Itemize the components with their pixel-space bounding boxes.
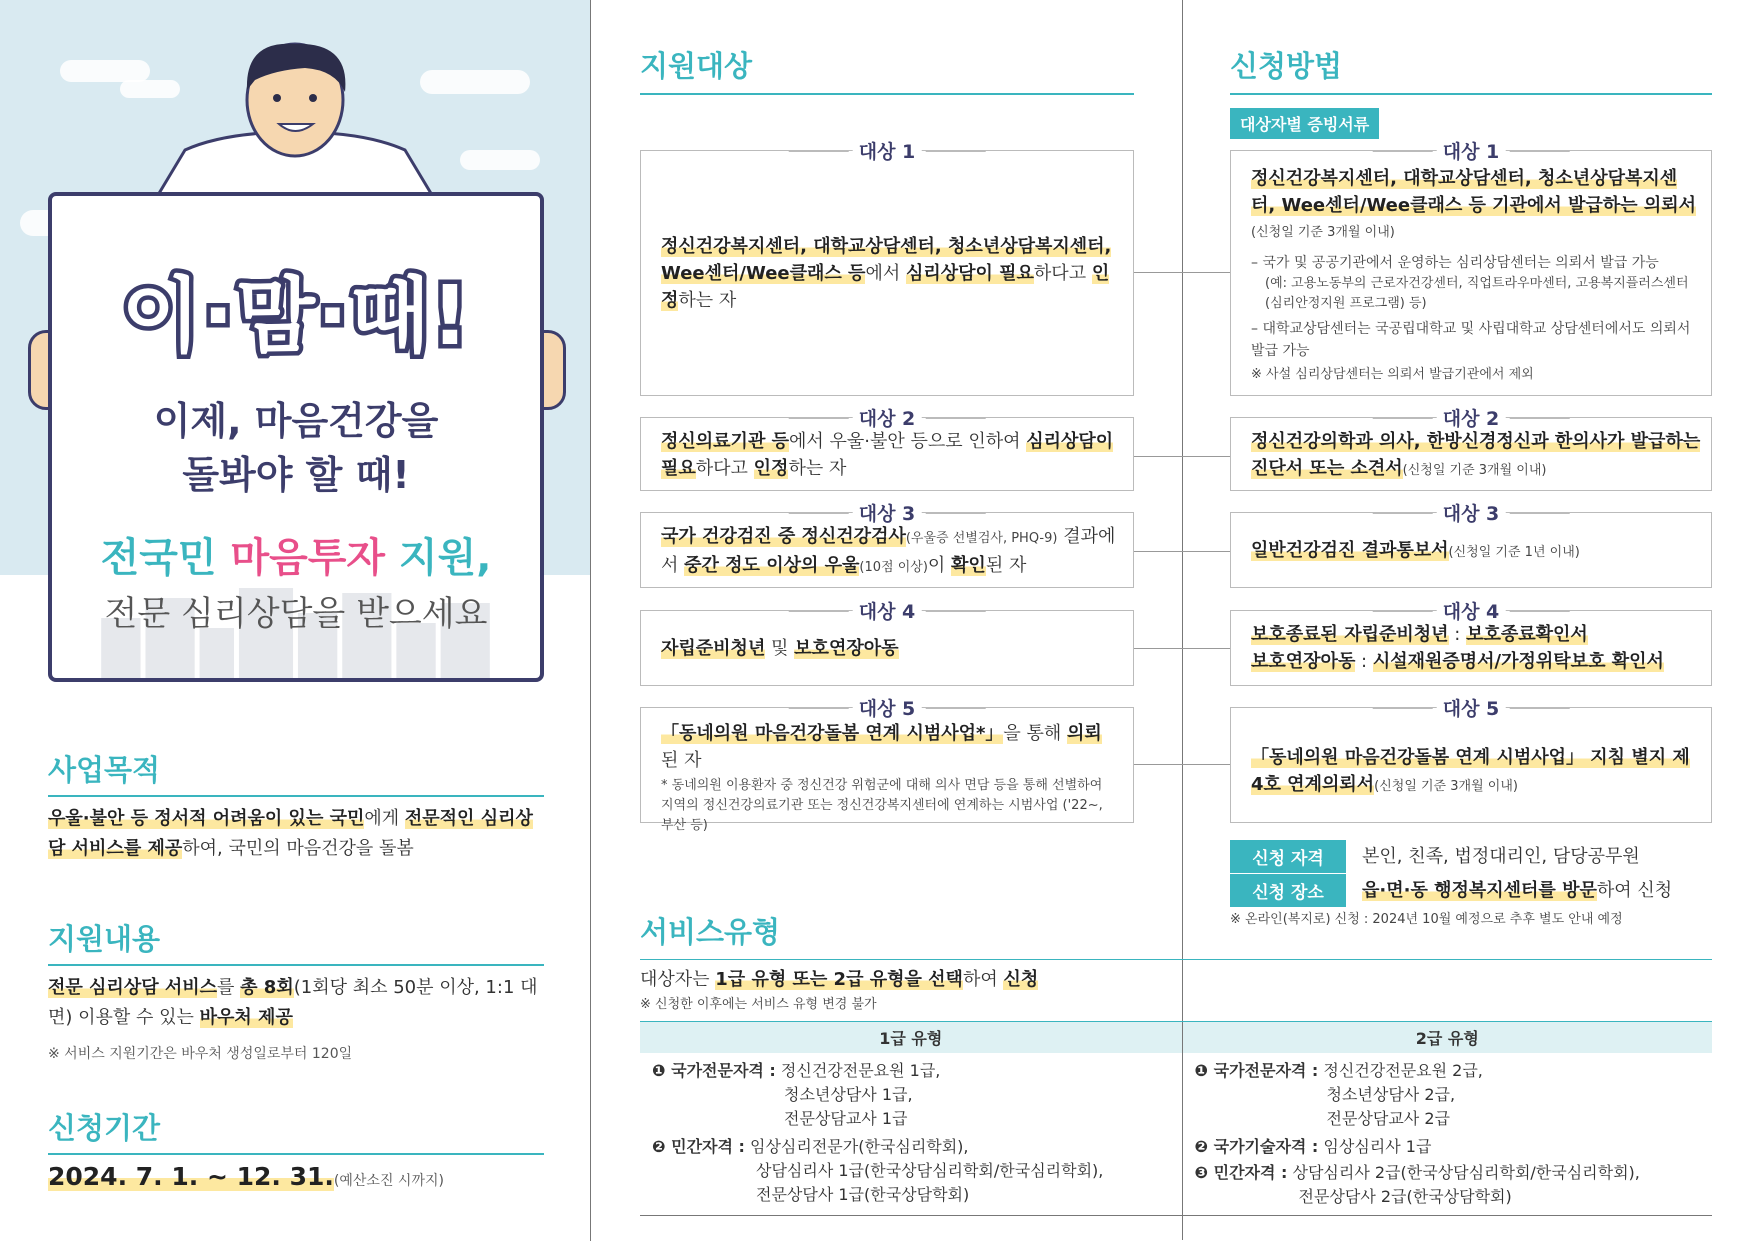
method-text-3: 일반건강검진 결과통보서(신청일 기준 1년 이내) xyxy=(1251,540,1580,561)
connector-2 xyxy=(1134,456,1230,457)
target-text-2: 정신의료기관 등에서 우울·불안 등으로 인하여 심리상담이 필요하다고 인정하는 자 xyxy=(661,431,1114,479)
person-illustration xyxy=(155,40,435,200)
sign-line-1: 이제, 마음건강을 돌봐야 할 때! xyxy=(153,399,439,497)
method-text-5: 「동네의원 마음건강돌봄 연계 시범사업」 지침 별지 제4호 연계의뢰서(신청일 기준 3개월 이내) xyxy=(1251,747,1690,795)
target-heading: 지원대상 xyxy=(640,44,1134,95)
col-header-grade2: 2급 유형 xyxy=(1182,1022,1712,1054)
content-note: ※ 서비스 지원기간은 바우처 생성일로부터 120일 xyxy=(48,1046,353,1062)
place-tag: 신청 장소 xyxy=(1230,874,1346,907)
method-box-5 xyxy=(1230,698,1712,823)
service-heading: 서비스유형 xyxy=(640,910,1712,960)
service-note: ※ 신청한 이후에는 서비스 유형 변경 불가 xyxy=(640,997,877,1012)
proof-docs-tag: 대상자별 증빙서류 xyxy=(1230,108,1379,139)
method-label-1: 대상 1 xyxy=(1437,137,1506,164)
connector-4 xyxy=(1134,648,1230,649)
method-box-4 xyxy=(1230,601,1712,686)
target-text-1: 정신건강복지센터, 대학교상담센터, 청소년상담복지센터, Wee센터/Wee클래스 등에서 심리상담이 필요하다고 인정하는 자 xyxy=(661,236,1112,311)
target-box-3 xyxy=(640,503,1134,588)
target-box-4 xyxy=(640,601,1134,686)
target-label-3: 대상 3 xyxy=(853,499,922,526)
grade1-cell: ❶ 국가전문자격 : 정신건강전문요원 1급, 청소년상담사 1급, 전문상담교사 1급 ❷ 민간자격 : 임상심리전문가(한국심리학회), 상담심리사 1급(한국상담심리학회/한국심리학회), 전문상담사 1급(한국상담학회) xyxy=(640,1053,1182,1216)
method-box-1 xyxy=(1230,141,1712,396)
target-text-3: 국가 건강검진 중 정신건강검사(우울증 선별검사, PHQ-9) 결과에서 중간 정도 이상의 우울(10점 이상)이 확인된 자 xyxy=(661,526,1116,576)
divider-left xyxy=(590,0,591,1241)
target-label-2: 대상 2 xyxy=(853,404,922,431)
service-text: 대상자는 1급 유형 또는 2급 유형을 선택하여 신청 xyxy=(640,969,1039,990)
target-label-4: 대상 4 xyxy=(853,597,922,624)
method-box-2 xyxy=(1230,408,1712,491)
online-note: ※ 온라인(복지로) 신청 : 2024년 10월 예정으로 추후 별도 안내 예정 xyxy=(1230,912,1623,927)
method-label-5: 대상 5 xyxy=(1437,694,1506,721)
target-text-5: 「동네의원 마음건강돌봄 연계 시범사업*」을 통해 의뢰된 자 * 동네의원 이용환자 중 정신건강 위험군에 대해 의사 면담 등을 통해 선별하여 지역의 정신건강의료기관 또는 정신건강복지센터에 연계하는 시범사업 ('22~, 부산 등) xyxy=(661,723,1103,833)
purpose-text: 우울·불안 등 정서적 어려움이 있는 국민에게 전문적인 심리상담 서비스를 제공하여, 국민의 마음건강을 돌봄 xyxy=(48,808,533,859)
sign-line-3: 전국민 마음투자 지원, xyxy=(100,535,492,581)
period-heading: 신청기간 xyxy=(48,1106,544,1155)
place-text: 읍·면·동 행정복지센터를 방문하여 신청 xyxy=(1362,880,1673,901)
qualification-tag: 신청 자격 xyxy=(1230,840,1346,873)
col-header-grade1: 1급 유형 xyxy=(640,1022,1182,1054)
sign-title: 이·맘·때! xyxy=(121,269,471,364)
target-box-1 xyxy=(640,141,1134,396)
method-heading: 신청방법 xyxy=(1230,44,1712,95)
target-box-5 xyxy=(640,698,1134,833)
target-text-4: 자립준비청년 및 보호연장아동 xyxy=(661,638,899,659)
target-box-2 xyxy=(640,408,1134,491)
method-text-4: 보호종료된 자립준비청년 : 보호종료확인서 보호연장아동 : 시설재원증명서/가정위탁보호 확인서 xyxy=(1251,624,1664,672)
target-label-5: 대상 5 xyxy=(853,694,922,721)
grade2-cell: ❶ 국가전문자격 : 정신건강전문요원 2급, 청소년상담사 2급, 전문상담교사 2급 ❷ 국가기술자격 : 임상심리사 1급 ❸ 민간자격 : 상담심리사 2급(한국상담심리학회/한국심리학회), 전문상담사 2급(한국상담학회) xyxy=(1182,1053,1712,1216)
content-heading: 지원내용 xyxy=(48,917,544,966)
method-box-3 xyxy=(1230,503,1712,588)
purpose-heading: 사업목적 xyxy=(48,748,544,797)
method-label-4: 대상 4 xyxy=(1437,597,1506,624)
connector-1 xyxy=(1134,272,1230,273)
connector-3 xyxy=(1134,551,1230,552)
sign-board xyxy=(48,192,544,682)
content-text: 전문 심리상담 서비스를 총 8회(1회당 최소 50분 이상, 1:1 대면) 이용할 수 있는 바우처 제공 ※ 서비스 지원기간은 바우처 생성일로부터 120일 xyxy=(48,973,548,1069)
method-label-2: 대상 2 xyxy=(1437,404,1506,431)
qualification-text: 본인, 친족, 법정대리인, 담당공무원 xyxy=(1362,846,1640,867)
sign-line-4: 전문 심리상담을 받으세요 xyxy=(104,594,488,634)
method-label-3: 대상 3 xyxy=(1437,499,1506,526)
method-text-1: 정신건강복지센터, 대학교상담센터, 청소년상담복지센터, Wee센터/Wee클래스 등 기관에서 발급하는 의뢰서 (신청일 기준 3개월 이내) – 국가 및 공공기관에서 운영하는 심리상담센터는 의뢰서 발급 가능 (예: 고용노동부의 근로자건강센터, 직업트라우마센터, 고용복지플러스센터 (심리안정지원 프로그램) 등) – 대학교상담센터는 국공립대학교 및 사립대학교 상담센터에서도 의뢰서 발급 가능 ※ 사설 심리상담센터는 의뢰서 발급기관에서 제외 xyxy=(1251,168,1696,382)
target-label-1: 대상 1 xyxy=(853,137,922,164)
service-type-table xyxy=(640,1021,1712,1216)
period-text: 2024. 7. 1. ~ 12. 31.(예산소진 시까지) xyxy=(48,1162,444,1191)
left-panel xyxy=(0,0,590,1241)
method-text-2: 정신건강의학과 의사, 한방신경정신과 한의사가 발급하는 진단서 또는 소견서(신청일 기준 3개월 이내) xyxy=(1251,431,1701,479)
connector-5 xyxy=(1134,764,1230,765)
